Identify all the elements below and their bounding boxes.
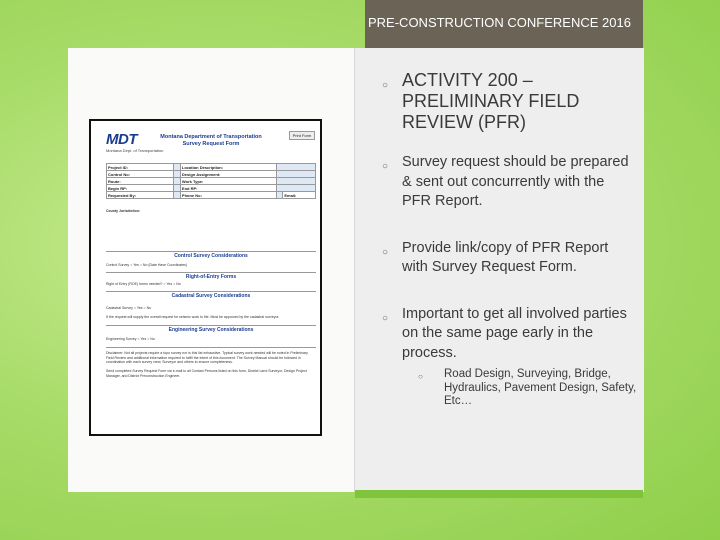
cadastral-line: Cadastral Survey ○ Yes ○ No — [106, 306, 152, 310]
disclaimer-text: Disclaimer: Not all projects require a topo survey nor is this list exhaustive. Typical survey work needed will be noted in Preliminary Field Review and additional information required to fulfill the intent of this document. The Survey Manual should be followed in coordination with each survey crew, Surveyor and others to ensure completeness. — [106, 351, 308, 364]
footer-note: Send completed Survey Request Form via e-mail to all Contact Persons listed on this form, District Land Surveyor, Design Project Manager, and District Preconstruction Engineer. — [106, 369, 307, 378]
control-survey-line: Control Survey ○ Yes ○ No (Date Have Coordinates) — [106, 263, 188, 267]
list-item: ○ ACTIVITY 200 – PRELIMINARY FIELD REVIEW (PFR) — [382, 70, 580, 132]
engineering-line: Engineering Survey ○ Yes ○ No — [106, 337, 155, 341]
cadastral-note: If the request will supply the overall request for seismic work to file. Must be approved by the cadastral surveyor. — [106, 315, 280, 319]
county-label: County Jurisdiction: — [106, 209, 141, 213]
list-item: ○ Provide link/copy of PFR Report with Survey Request Form. — [382, 239, 609, 275]
form-title-line1: Montana Department of Transportation — [160, 134, 262, 140]
sub-list-item: ○ Road Design, Surveying, Bridge, Hydraulics, Pavement Design, Safety, Etc… — [418, 368, 637, 407]
table-row: Project ID: Location Description: — [107, 164, 316, 171]
section-roe: Right-of-Entry Forms — [185, 274, 237, 280]
form-title — [151, 134, 271, 148]
print-form-button: Print Form — [289, 131, 315, 140]
hollow-circle-icon: ○ — [382, 246, 389, 258]
section-engineering: Engineering Survey Considerations — [168, 327, 254, 333]
form-title-line2: Survey Request Form — [182, 141, 240, 147]
survey-request-form-image — [89, 119, 322, 436]
list-item: ○ Important to get all involved parties on the same page early in the process. ○ Road Design, Surveying, Bridge, Hydraulics, Pavement Design, Safety, Etc… — [382, 305, 637, 407]
logo-subtitle: Montana Dept. of Transportation — [106, 148, 164, 153]
bullet-list — [382, 70, 637, 409]
section-cadastral: Cadastral Survey Considerations — [171, 293, 251, 299]
roe-line: Right of Entry (ROE) forms needed? ○ Yes ○ No — [106, 282, 181, 286]
table-row: Requested By: Phone No: Email: — [107, 192, 316, 199]
table-row: Route: Work Type: — [107, 178, 316, 185]
accent-bar — [355, 490, 643, 498]
mdt-logo: MDT — [106, 131, 137, 148]
hollow-circle-icon: ○ — [382, 161, 389, 172]
header-title: PRE-CONSTRUCTION CONFERENCE 2016 — [368, 15, 631, 30]
section-control: Control Survey Considerations — [174, 253, 248, 259]
table-row: Control No: Design Assignment: — [107, 171, 316, 178]
form-field-grid — [106, 163, 316, 199]
table-row: Begin RP: End RP: — [107, 185, 316, 192]
slide-header — [365, 0, 643, 48]
hollow-circle-icon: ○ — [382, 312, 389, 324]
list-item: ○ Survey request should be prepared & sent out concurrently with the PFR Report. — [382, 154, 629, 209]
hollow-circle-icon: ○ — [382, 80, 389, 91]
hollow-circle-icon: ○ — [418, 372, 423, 381]
panel-divider — [354, 48, 355, 492]
